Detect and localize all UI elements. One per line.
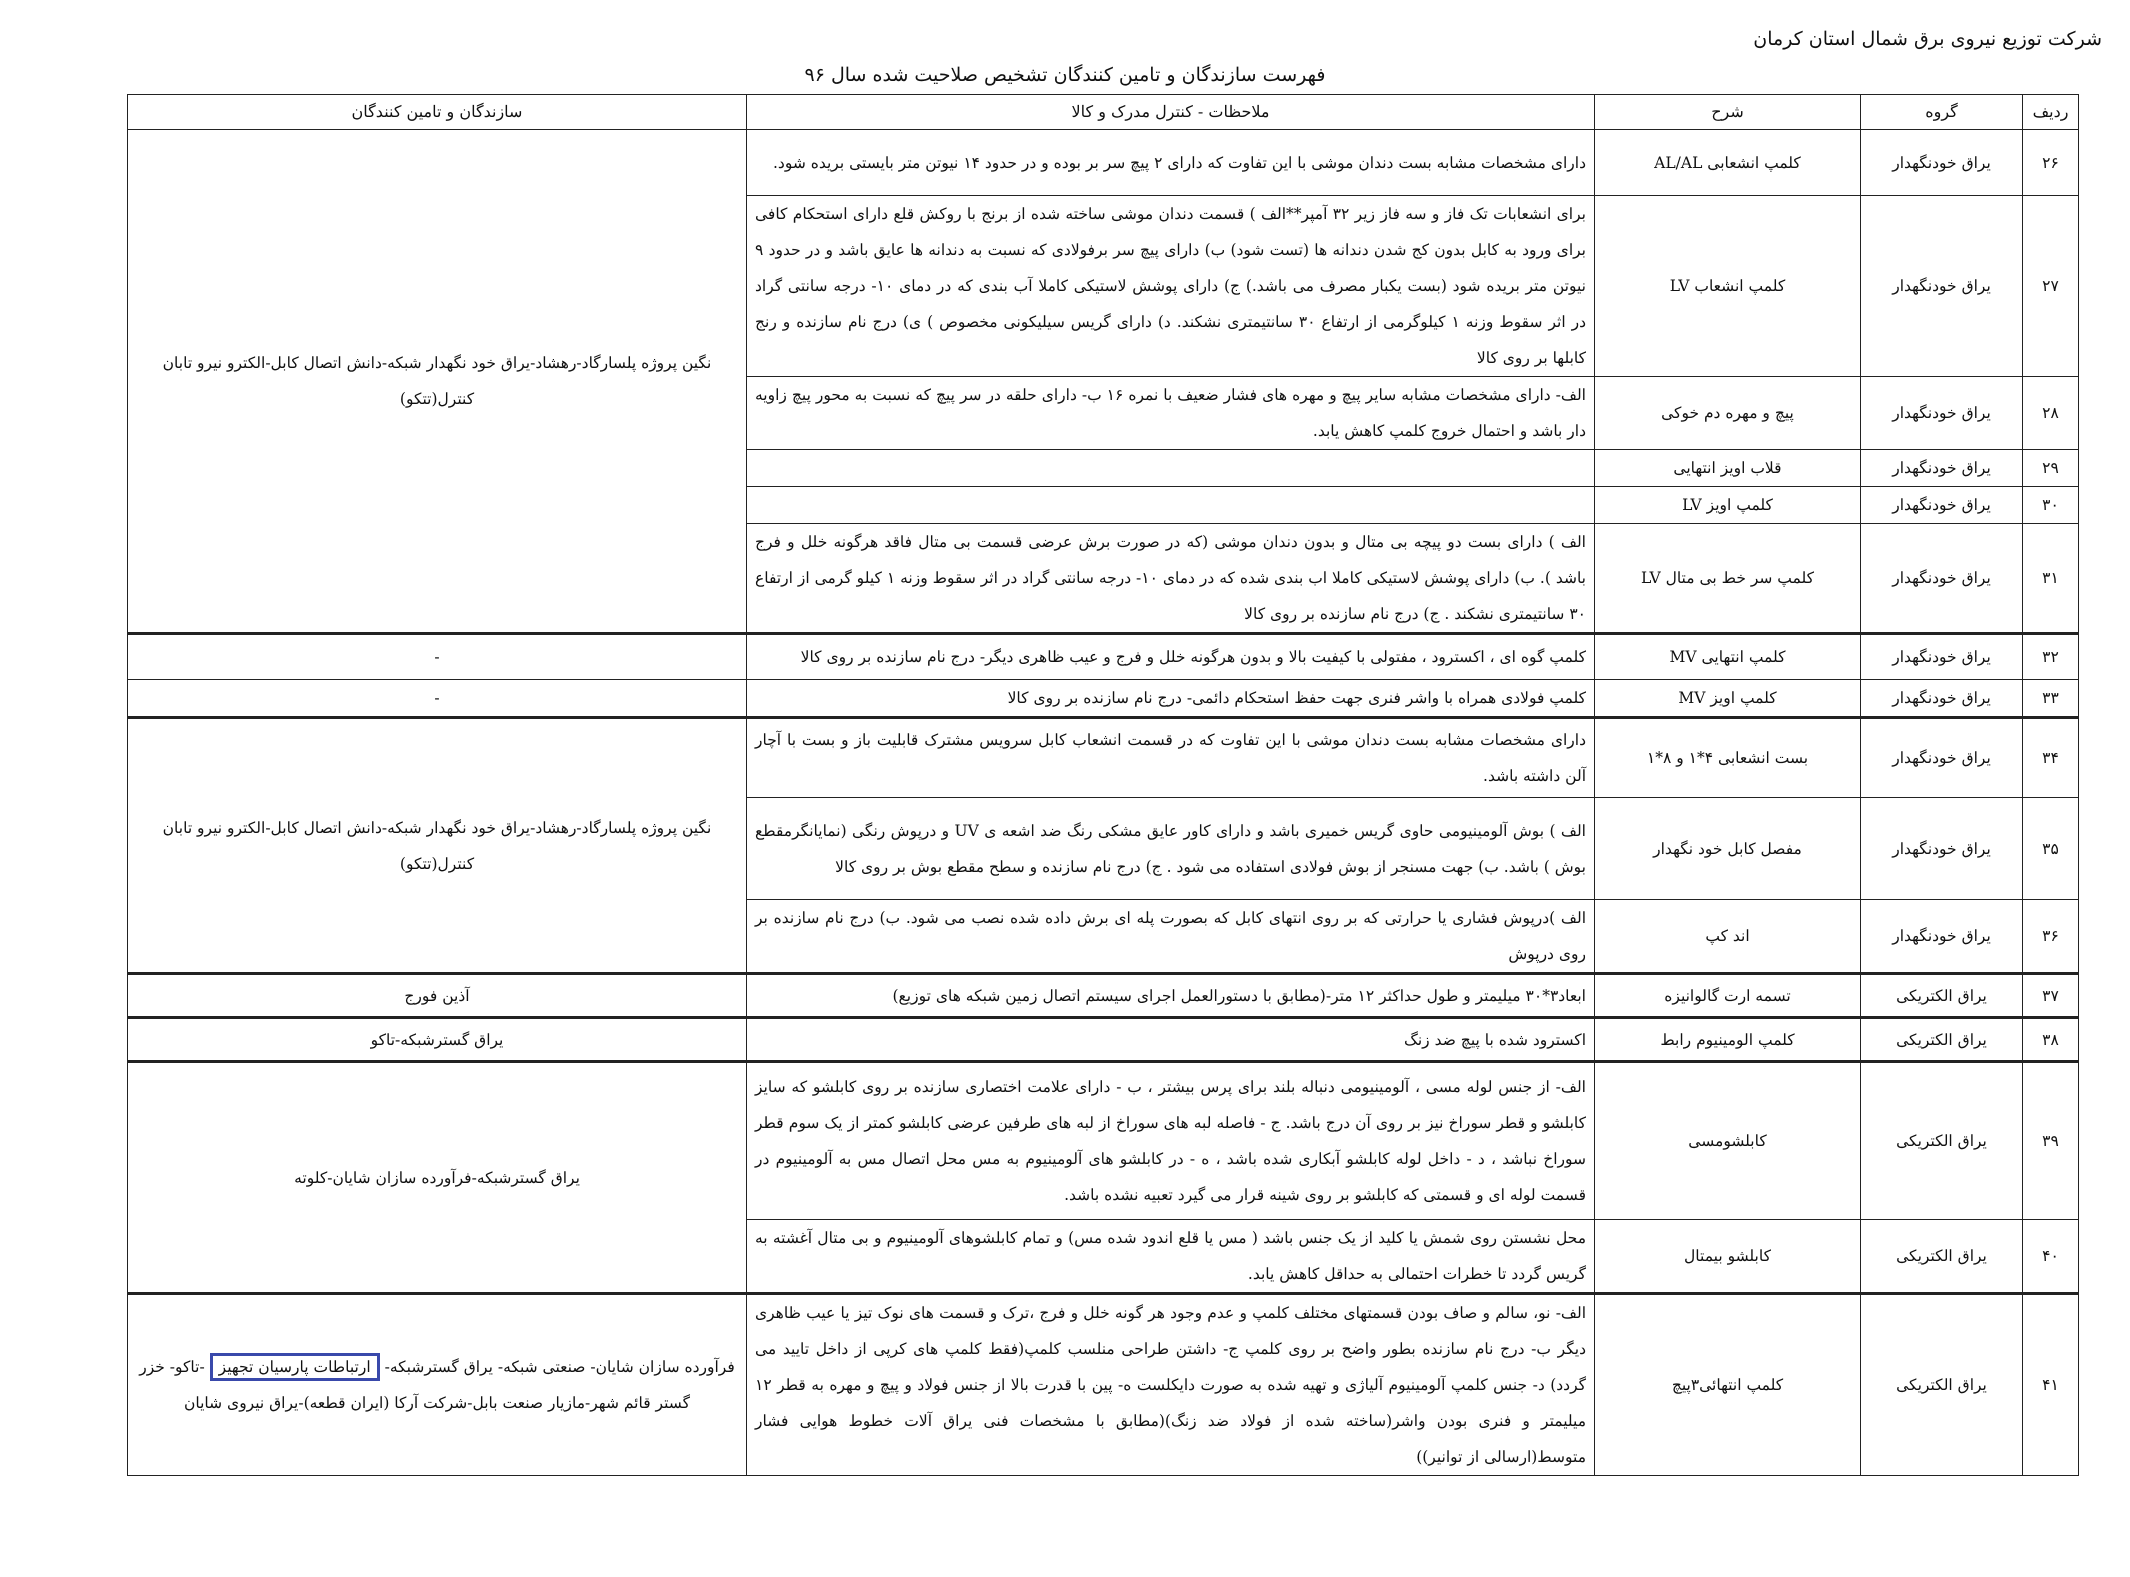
header-row-no: ردیف xyxy=(2023,95,2079,130)
row-notes: الف ) دارای بست دو پیچه بی متال و بدون دندان موشی (که در صورت برش عرضی قسمت بی متال فاقد هرگونه خلل و فرج باشد ). ب) دارای پوشش لاستیکی کاملا اب بندی شده که در دمای ۱۰- درجه سانتی گراد در اثر سقوط وزنه ۱ کیلو گرمی از ارتفاع ۳۰ سانتیمتری نشکند . ج) درج نام سازنده بر روی کالا xyxy=(747,524,1595,634)
row-description: تسمه ارت گالوانیزه xyxy=(1595,974,1861,1018)
row-group: یراق الکتریکی xyxy=(1861,1220,2023,1294)
row-description: کلمپ سر خط بی متال LV xyxy=(1595,524,1861,634)
row-notes: کلمپ فولادی همراه با واشر فنری جهت حفظ استحکام دائمی- درج نام سازنده بر روی کالا xyxy=(747,680,1595,718)
row-number: ۳۷ xyxy=(2023,974,2079,1018)
table-row xyxy=(128,1294,2079,1476)
row-number: ۳۴ xyxy=(2023,718,2079,798)
row-number: ۳۵ xyxy=(2023,798,2079,900)
row-notes: دارای مشخصات مشابه بست دندان موشی با این تفاوت که در قسمت انشعاب کابل سرویس مشترک قابلیت باز و بست با آچار آلن داشته باشد. xyxy=(747,718,1595,798)
row-notes: اکسترود شده با پیچ ضد زنگ xyxy=(747,1018,1595,1062)
row-group: یراق الکتریکی xyxy=(1861,1018,2023,1062)
row-description: کلمپ اویز LV xyxy=(1595,487,1861,524)
header-description: شرح xyxy=(1595,95,1861,130)
row-number: ۲۶ xyxy=(2023,130,2079,196)
row-group: یراق خودنگهدار xyxy=(1861,196,2023,377)
row-notes: الف- دارای مشخصات مشابه سایر پیچ و مهره های فشار ضعیف با نمره ۱۶ ب- دارای حلقه در سر پیچ که نسبت به محور پیچ زاویه دار باشد و احتمال خروج کلمپ کاهش یابد. xyxy=(747,377,1595,450)
row-notes xyxy=(747,487,1595,524)
row-notes: الف )درپوش فشاری یا حرارتی که بر روی انتهای کابل که بصورت پله ای برش داده شده نصب می شود. ب) درج نام سازنده بر روی درپوش xyxy=(747,900,1595,974)
row-group: یراق خودنگهدار xyxy=(1861,634,2023,680)
row-group: یراق خودنگهدار xyxy=(1861,487,2023,524)
row-number: ۳۸ xyxy=(2023,1018,2079,1062)
header-manufacturers: سازندگان و تامین کنندگان xyxy=(128,95,747,130)
row-group: یراق خودنگهدار xyxy=(1861,377,2023,450)
header-group: گروه xyxy=(1861,95,2023,130)
table-row xyxy=(128,130,2079,196)
row-number: ۳۰ xyxy=(2023,487,2079,524)
table-row xyxy=(128,634,2079,680)
row-manufacturers: - xyxy=(128,680,747,718)
row-number: ۴۰ xyxy=(2023,1220,2079,1294)
row-number: ۲۸ xyxy=(2023,377,2079,450)
row-description: کابلشو بیمتال xyxy=(1595,1220,1861,1294)
row-number: ۳۶ xyxy=(2023,900,2079,974)
row-description: قلاب اویز انتهایی xyxy=(1595,450,1861,487)
suppliers-table xyxy=(127,94,2079,1476)
manufacturers-group-2: نگین پروژه پلسارگاد-رهشاد-یراق خود نگهدار شبکه-دانش اتصال کابل-الکترو نیرو تابان کنترل(تتکو) xyxy=(128,718,747,974)
row-group: یراق خودنگهدار xyxy=(1861,798,2023,900)
row-description: کلمپ انشعابی AL/AL xyxy=(1595,130,1861,196)
row-description: کلمپ انتهایی MV xyxy=(1595,634,1861,680)
highlighted-manufacturer[interactable]: ارتباطات پارسیان تجهیز xyxy=(210,1353,380,1381)
row-description: کلمپ انشعاب LV xyxy=(1595,196,1861,377)
company-name: شرکت توزیع نیروی برق شمال استان کرمان xyxy=(1753,28,2102,50)
row-notes: دارای مشخصات مشابه بست دندان موشی با این تفاوت که دارای ۲ پیچ سر بر بوده و در حدود ۱۴ نیوتن متر بایستی بریده شود. xyxy=(747,130,1595,196)
row-description: پیچ و مهره دم خوکی xyxy=(1595,377,1861,450)
row-description: بست انشعابی ۴*۱ و ۸*۱ xyxy=(1595,718,1861,798)
row-group: یراق خودنگهدار xyxy=(1861,900,2023,974)
document-title: فهرست سازندگان و تامین کنندگان تشخیص صلاحیت شده سال ۹۶ xyxy=(804,64,1326,86)
row-group: یراق خودنگهدار xyxy=(1861,450,2023,487)
row-description: اند کپ xyxy=(1595,900,1861,974)
manufacturers-text-before: فرآورده سازان شایان- صنعتی شبکه- یراق گسترشبکه- xyxy=(384,1358,735,1376)
row-notes xyxy=(747,450,1595,487)
row-description: کلمپ الومینیوم رابط xyxy=(1595,1018,1861,1062)
manufacturers-group-1: نگین پروژه پلسارگاد-رهشاد-یراق خود نگهدار شبکه-دانش اتصال کابل-الکترو نیرو تابان کنترل(تتکو) xyxy=(128,130,747,634)
row-notes: الف ) بوش آلومینیومی حاوی گریس خمیری باشد و دارای کاور عایق مشکی رنگ ضد اشعه ی UV و درپوش رنگی (نمایانگرمقطع بوش ) باشد. ب) جهت مسنجر از بوش فولادی استفاده می شود . ج) درج نام سازنده و سطح مقطع بوش بر روی کالا xyxy=(747,798,1595,900)
row-group: یراق خودنگهدار xyxy=(1861,718,2023,798)
table-row xyxy=(128,974,2079,1018)
row-description: کلمپ اویز MV xyxy=(1595,680,1861,718)
table-row xyxy=(128,718,2079,798)
manufacturers-group-3: یراق گسترشبکه-فرآورده سازان شایان-کلوته xyxy=(128,1062,747,1294)
table-row xyxy=(128,1062,2079,1220)
row-manufacturers: آذین فورج xyxy=(128,974,747,1018)
table-header-row xyxy=(128,95,2079,130)
row-number: ۲۷ xyxy=(2023,196,2079,377)
manufacturers-group-4 xyxy=(128,1294,747,1476)
row-number: ۳۱ xyxy=(2023,524,2079,634)
row-notes: الف- از جنس لوله مسی ، آلومینیومی دنباله بلند برای پرس بیشتر ، ب - دارای علامت اختصاری سازنده بر روی کابلشو که سایز کابلشو و قطر سوراخ نیز بر روی آن درج باشد. ج - فاصله لبه های سوراخ از لبه های طرفین عرضی کابلشو کمتر از یک سوم قطر سوراخ نباشد ، د - داخل لوله کابلشو آبکاری شده باشد ، ه - در کابلشو های آلومینیوم به مس محل اتصال مس به آلومینیوم در قسمت لوله ای و قسمتی که کابلشو بر روی شینه قرار می گیرد تعبیه نشده باشد. xyxy=(747,1062,1595,1220)
row-group: یراق خودنگهدار xyxy=(1861,130,2023,196)
header-notes: ملاحظات - کنترل مدرک و کالا xyxy=(747,95,1595,130)
row-number: ۴۱ xyxy=(2023,1294,2079,1476)
row-group: یراق الکتریکی xyxy=(1861,1294,2023,1476)
row-number: ۳۹ xyxy=(2023,1062,2079,1220)
row-notes: کلمپ گوه ای ، اکسترود ، مفتولی با کیفیت بالا و بدون هرگونه خلل و فرج و عیب ظاهری دیگر- درج نام سازنده بر روی کالا xyxy=(747,634,1595,680)
row-description: کلمپ انتهائی۳پیچ xyxy=(1595,1294,1861,1476)
row-notes: ابعاد۳*۳۰ میلیمتر و طول حداکثر ۱۲ متر-(مطابق با دستورالعمل اجرای سیستم اتصال زمین شبکه های توزیع) xyxy=(747,974,1595,1018)
row-description: مفصل کابل خود نگهدار xyxy=(1595,798,1861,900)
row-group: یراق الکتریکی xyxy=(1861,974,2023,1018)
row-manufacturers: یراق گسترشبکه-تاکو xyxy=(128,1018,747,1062)
row-notes: محل نشستن روی شمش یا کلید از یک جنس باشد ( مس یا قلع اندود شده مس) و تمام کابلشوهای آلومینیوم و بی متال آغشته به گریس گردد تا خطرات احتمالی به حداقل کاهش یابد. xyxy=(747,1220,1595,1294)
row-number: ۳۲ xyxy=(2023,634,2079,680)
table-row xyxy=(128,1018,2079,1062)
row-notes: الف- نو، سالم و صاف بودن قسمتهای مختلف کلمپ و عدم وجود هر گونه خلل و فرج ،ترک و قسمت های نوک تیز یا عیب ظاهری دیگر ب- درج نام سازنده بطور واضح بر روی کلمپ ج- داشتن طراحی منلسب کلمپ(فقط کلمپ های کرپی از داخل تایید می گردد) د- جنس کلمپ آلومینیوم آلیاژی و تهیه شده به صورت دایکلست ه- پین با قدرت بالا از جنس فولاد و پیچ و مهره به قطر ۱۲ میلیمتر و فنری بودن واشر(ساخته شده از فولاد ضد زنگ)(مطابق با مشخصات فنی یراق آلات خطوط هوایی فشار متوسط(ارسالی از توانیر)) xyxy=(747,1294,1595,1476)
row-manufacturers: - xyxy=(128,634,747,680)
manufacturers-text-after: -تاکو- خزر گستر قائم شهر-مازیار صنعت بابل-شرکت آرکا (ایران قطعه)-یراق نیروی شایان xyxy=(139,1358,690,1412)
row-group: یراق خودنگهدار xyxy=(1861,524,2023,634)
row-group: یراق الکتریکی xyxy=(1861,1062,2023,1220)
row-group: یراق خودنگهدار xyxy=(1861,680,2023,718)
row-description: کابلشومسی xyxy=(1595,1062,1861,1220)
table-row xyxy=(128,680,2079,718)
row-number: ۲۹ xyxy=(2023,450,2079,487)
row-notes: برای انشعابات تک فاز و سه فاز زیر ۳۲ آمپر**الف ) قسمت دندان موشی ساخته شده از برنج با روکش قلع دارای استحکام کافی برای ورود به کابل بدون کج شدن دندانه ها (تست شود) ب) دارای پیچ سر برفولادی که نسبت به دندانه ها عایق باشد و در حدود ۹ نیوتن متر بریده شود (بست یکبار مصرف می باشد.) ج) دارای پوشش لاستیکی کاملا آب بندی که در دمای ۱۰- درجه سانتی گراد در اثر سقوط وزنه ۱ کیلوگرمی از ارتفاع ۳۰ سانتیمتری نشکند. د) دارای گریس سیلیکونی مخصوص ) ی) درج نام سازنده و رنج کابلها بر روی کالا xyxy=(747,196,1595,377)
row-number: ۳۳ xyxy=(2023,680,2079,718)
